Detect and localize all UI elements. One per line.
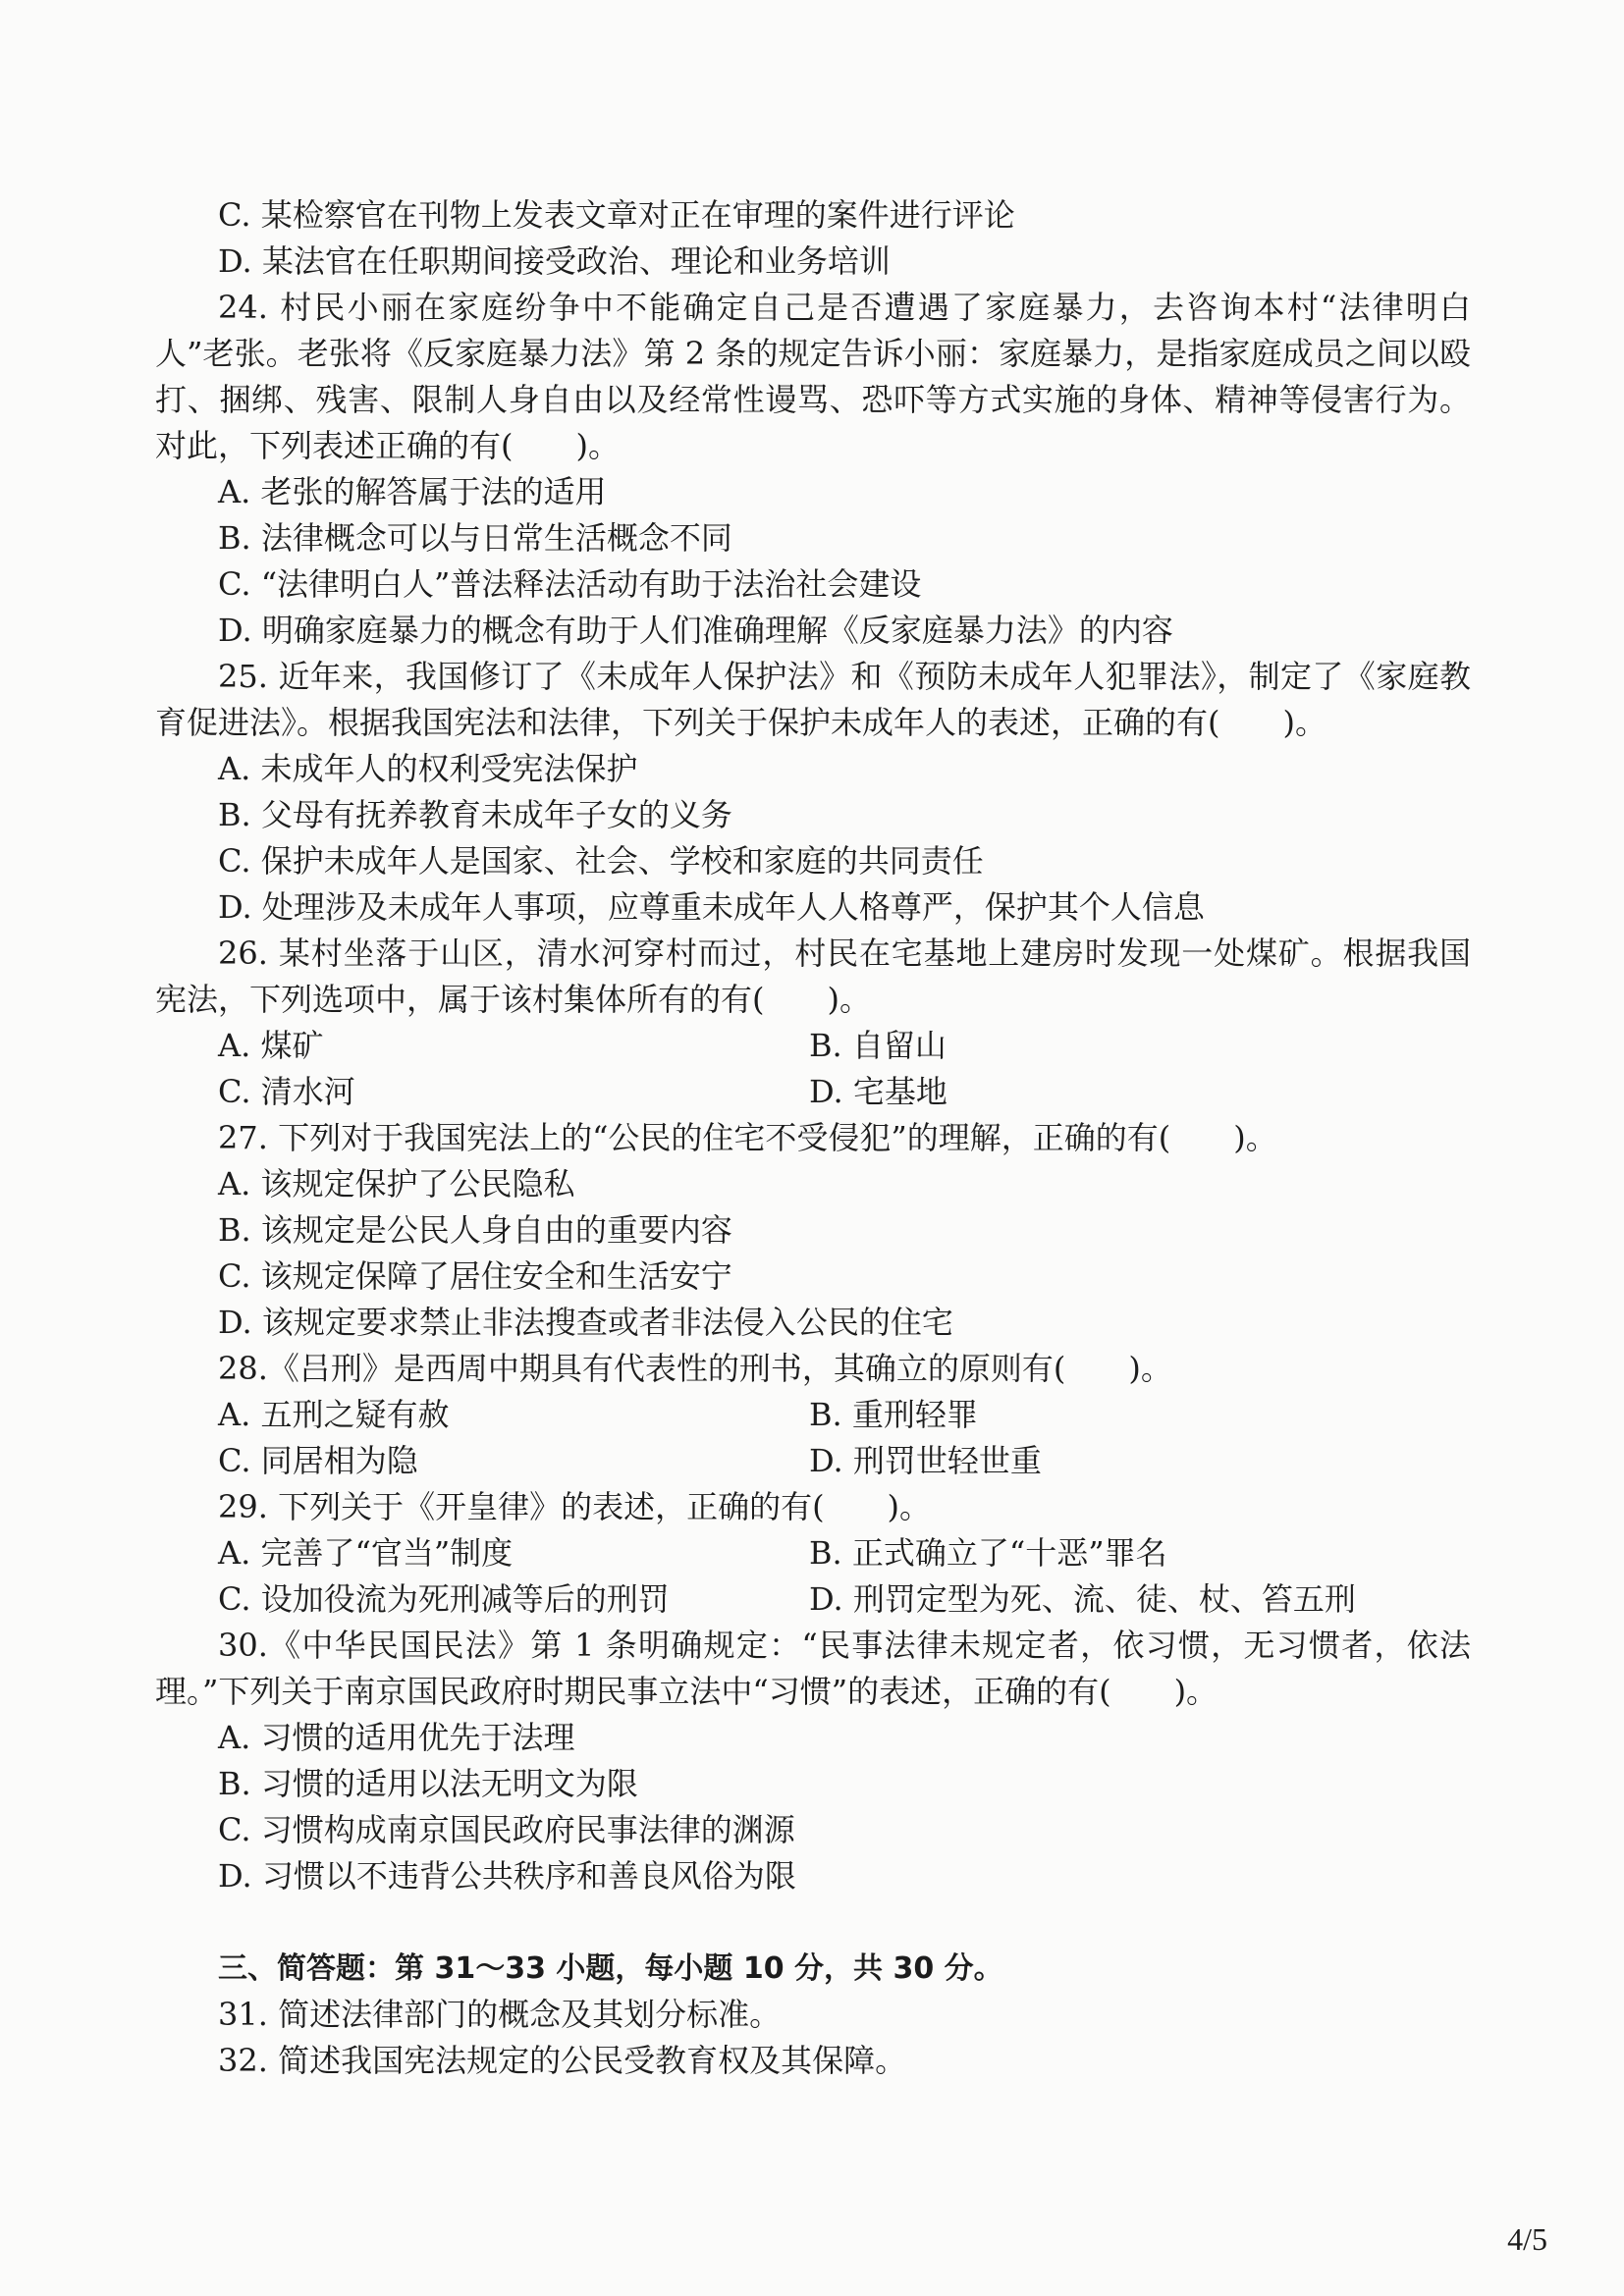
q24-option-c: C. “法律明白人”普法释法活动有助于法治社会建设 <box>218 565 922 603</box>
q29-options-row-2 <box>155 1576 1471 1623</box>
q26-option-c: C. 清水河 <box>218 1073 355 1110</box>
q31-stem: 31. 简述法律部门的概念及其划分标准。 <box>218 1996 782 2033</box>
q23-option-d: D. 某法官在任职期间接受政治、理论和业务培训 <box>218 242 891 280</box>
q29-options-row-1 <box>155 1530 1471 1576</box>
q24-option-a: A. 老张的解答属于法的适用 <box>218 473 607 510</box>
section-3-heading: 三、简答题：第 31～33 小题，每小题 10 分，共 30 分。 <box>218 1951 1003 1986</box>
page-content <box>155 192 1471 2084</box>
q26-options-row-1 <box>155 1023 1471 1069</box>
q24-option-b: B. 法律概念可以与日常生活概念不同 <box>218 519 732 557</box>
q28-option-b: B. 重刑轻罪 <box>809 1396 978 1433</box>
q30-option-d: D. 习惯以不违背公共秩序和善良风俗为限 <box>218 1857 796 1895</box>
q29-option-b: B. 正式确立了“十恶”罪名 <box>809 1534 1167 1572</box>
q30-option-c: C. 习惯构成南京国民政府民事法律的渊源 <box>218 1811 795 1848</box>
q26-options-row-2 <box>155 1069 1471 1115</box>
q26-option-d: D. 宅基地 <box>809 1073 947 1110</box>
q27-option-d: D. 该规定要求禁止非法搜查或者非法侵入公民的住宅 <box>218 1304 953 1341</box>
q28-options-row-2 <box>155 1438 1471 1484</box>
q30-option-b: B. 习惯的适用以法无明文为限 <box>218 1765 638 1802</box>
q28-options-row-1 <box>155 1392 1471 1438</box>
q28-option-c: C. 同居相为隐 <box>218 1442 418 1479</box>
q23-option-c: C. 某检察官在刊物上发表文章对正在审理的案件进行评论 <box>218 196 1015 234</box>
q29-option-a: A. 完善了“官当”制度 <box>218 1534 514 1572</box>
q25-option-c: C. 保护未成年人是国家、社会、学校和家庭的共同责任 <box>218 842 984 880</box>
q27-stem: 27. 下列对于我国宪法上的“公民的住宅不受侵犯”的理解，正确的有( )。 <box>218 1119 1277 1156</box>
q28-option-d: D. 刑罚世轻世重 <box>809 1442 1042 1479</box>
page-number: 4/5 <box>1507 2221 1547 2257</box>
q24-stem: 24. 村民小丽在家庭纷争中不能确定自己是否遭遇了家庭暴力，去咨询本村“法律明白人”老张。老张将《反家庭暴力法》第 2 条的规定告诉小丽：家庭暴力，是指家庭成员之间以殴打、捆绑、残害、限制人身自由以及经常性谩骂、恐吓等方式实施的身体、精神等侵害行为。对此，下列表述正确的有( )。 <box>155 289 1471 464</box>
q27-option-b: B. 该规定是公民人身自由的重要内容 <box>218 1211 732 1249</box>
q25-stem: 25. 近年来，我国修订了《未成年人保护法》和《预防未成年人犯罪法》，制定了《家庭教育促进法》。根据我国宪法和法律，下列关于保护未成年人的表述，正确的有( )。 <box>155 658 1471 741</box>
q29-option-c: C. 设加役流为死刑减等后的刑罚 <box>218 1580 670 1618</box>
q26-option-a: A. 煤矿 <box>218 1027 324 1064</box>
q27-option-a: A. 该规定保护了公民隐私 <box>218 1165 575 1202</box>
q27-option-c: C. 该规定保障了居住安全和生活安宁 <box>218 1257 732 1295</box>
q26-option-b: B. 自留山 <box>809 1027 947 1064</box>
q29-option-d: D. 刑罚定型为死、流、徒、杖、笞五刑 <box>809 1580 1356 1618</box>
q30-stem: 30.《中华民国民法》第 1 条明确规定：“民事法律未规定者，依习惯，无习惯者，依法理。”下列关于南京国民政府时期民事立法中“习惯”的表述，正确的有( )。 <box>155 1627 1471 1710</box>
q32-stem: 32. 简述我国宪法规定的公民受教育权及其保障。 <box>218 2042 907 2079</box>
q26-stem: 26. 某村坐落于山区，清水河穿村而过，村民在宅基地上建房时发现一处煤矿。根据我国宪法，下列选项中，属于该村集体所有的有( )。 <box>155 934 1471 1018</box>
q28-option-a: A. 五刑之疑有赦 <box>218 1396 450 1433</box>
q25-option-b: B. 父母有抚养教育未成年子女的义务 <box>218 796 732 833</box>
q29-stem: 29. 下列关于《开皇律》的表述，正确的有( )。 <box>218 1488 932 1525</box>
q25-option-d: D. 处理涉及未成年人事项，应尊重未成年人人格尊严，保护其个人信息 <box>218 888 1205 926</box>
q25-option-a: A. 未成年人的权利受宪法保护 <box>218 750 638 787</box>
q28-stem: 28.《吕刑》是西周中期具有代表性的刑书，其确立的原则有( )。 <box>218 1350 1172 1387</box>
q24-option-d: D. 明确家庭暴力的概念有助于人们准确理解《反家庭暴力法》的内容 <box>218 612 1173 649</box>
q30-option-a: A. 习惯的适用优先于法理 <box>218 1719 575 1756</box>
